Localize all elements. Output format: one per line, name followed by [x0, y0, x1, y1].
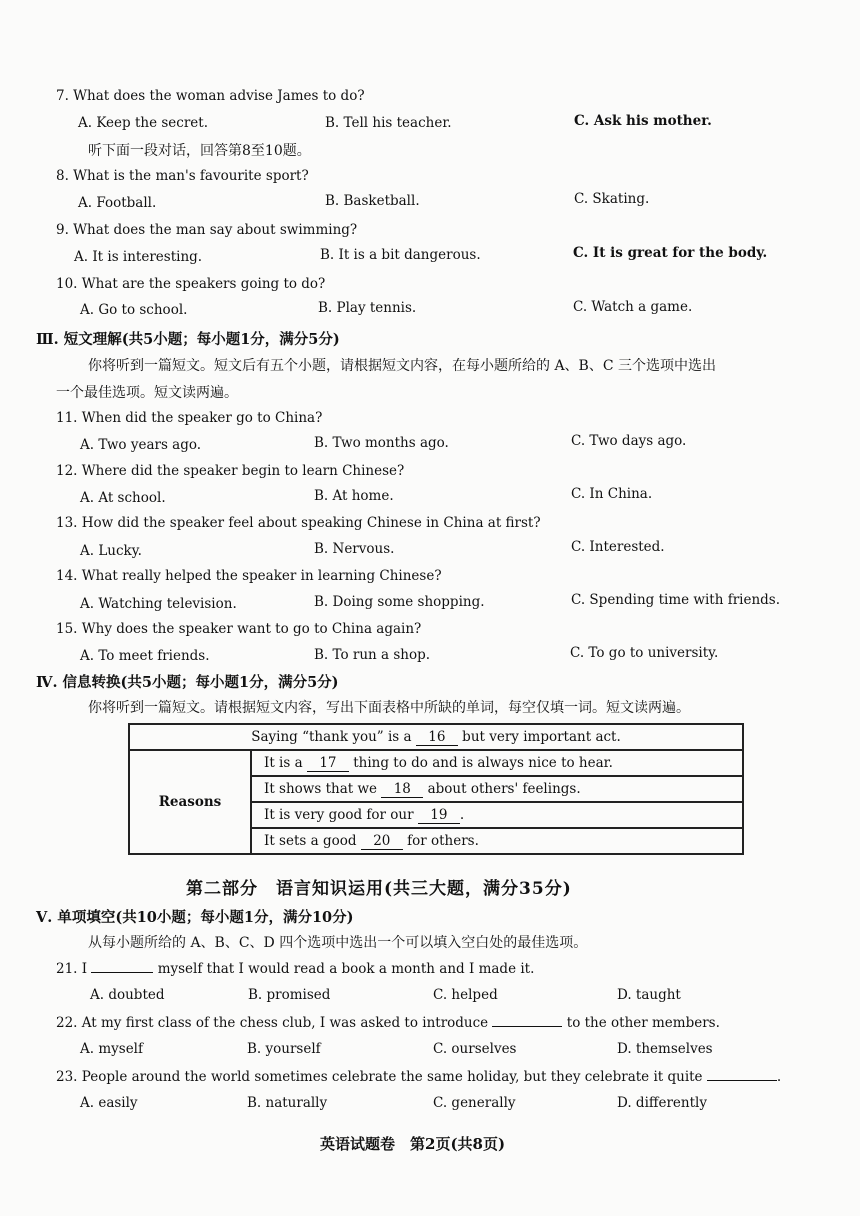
- q7-option-b: B. Tell his teacher.: [325, 115, 452, 131]
- info-table: [128, 723, 744, 855]
- q8-option-c: C. Skating.: [574, 191, 650, 207]
- q15-option-a: A. To meet friends.: [80, 648, 210, 664]
- question-7: 7. What does the woman advise James to do?: [56, 88, 365, 104]
- section-5-title: Ⅴ. 单项填空(共10小题；每小题1分，满分10分): [36, 909, 354, 926]
- question-8: 8. What is the man's favourite sport?: [56, 168, 309, 184]
- q11-option-c: C. Two days ago.: [571, 433, 687, 449]
- reason-row-18: It shows that we 18 about others' feelings.: [251, 776, 743, 802]
- part-2-title: 第二部分 语言知识运用(共三大题，满分35分): [186, 879, 572, 899]
- q13-option-c: C. Interested.: [571, 539, 665, 555]
- instruction-8-10: 听下面一段对话，回答第8至10题。: [88, 143, 311, 159]
- q12-option-a: A. At school.: [80, 490, 166, 506]
- q12-option-b: B. At home.: [314, 488, 394, 504]
- question-21: 21. I myself that I would read a book a month and I made it.: [56, 961, 535, 977]
- section-3-title: Ⅲ. 短文理解(共5小题；每小题1分，满分5分): [36, 331, 340, 348]
- info-table-top-row: [129, 724, 743, 750]
- page-footer: 英语试题卷 第2页(共8页): [320, 1135, 506, 1153]
- q21-option-a: A. doubted: [90, 987, 165, 1003]
- section-4-title: Ⅳ. 信息转换(共5小题；每小题1分，满分5分): [36, 674, 339, 691]
- question-10: 10. What are the speakers going to do?: [56, 276, 326, 292]
- q22-option-d: D. themselves: [617, 1041, 713, 1057]
- q12-option-c: C. In China.: [571, 486, 653, 502]
- q23-option-a: A. easily: [80, 1095, 138, 1111]
- q14-option-b: B. Doing some shopping.: [314, 594, 485, 610]
- q21-option-c: C. helped: [433, 987, 498, 1003]
- reason-row-19: It is very good for our 19 .: [251, 802, 743, 828]
- q8-option-a: A. Football.: [78, 195, 157, 211]
- question-22: 22. At my first class of the chess club, I was asked to introduce to the other members.: [56, 1015, 720, 1031]
- reasons-label: Reasons: [129, 750, 251, 854]
- q15-option-b: B. To run a shop.: [314, 647, 431, 663]
- blank-20: 20: [361, 833, 403, 850]
- q21-option-d: D. taught: [617, 987, 681, 1003]
- q10-option-c: C. Watch a game.: [573, 299, 693, 315]
- q23-option-b: B. naturally: [247, 1095, 328, 1111]
- q14-option-a: A. Watching television.: [80, 596, 237, 612]
- q9-option-b: B. It is a bit dangerous.: [320, 247, 481, 263]
- q10-option-a: A. Go to school.: [80, 302, 188, 318]
- q7-option-a: A. Keep the secret.: [78, 115, 209, 131]
- top-row-post: but very important act.: [462, 728, 621, 745]
- blank-18: 18: [381, 781, 423, 798]
- q14-option-c: C. Spending time with friends.: [571, 592, 781, 608]
- top-row-pre: Saying “thank you” is a: [251, 728, 412, 745]
- section-3-instruction-line1: 你将听到一篇短文。短文后有五个小题，请根据短文内容，在每小题所给的 A、B、C 三个选项中选出: [88, 358, 717, 374]
- blank-16: 16: [416, 729, 458, 746]
- q11-option-b: B. Two months ago.: [314, 435, 449, 451]
- q22-option-a: A. myself: [80, 1041, 143, 1057]
- blank-19: 19: [418, 807, 460, 824]
- reason-row-17: It is a 17 thing to do and is always nice to hear.: [251, 750, 743, 776]
- q15-option-c: C. To go to university.: [570, 645, 719, 661]
- q9-option-a: A. It is interesting.: [74, 249, 203, 265]
- section-3-instruction-line2: 一个最佳选项。短文读两遍。: [56, 385, 238, 401]
- question-11: 11. When did the speaker go to China?: [56, 410, 323, 426]
- q7-option-c: C. Ask his mother.: [574, 113, 712, 129]
- q9-option-c: C. It is great for the body.: [573, 245, 768, 261]
- section-4-instruction: 你将听到一篇短文。请根据短文内容，写出下面表格中所缺的单词，每空仅填一词。短文读两遍。: [88, 700, 690, 716]
- q8-option-b: B. Basketball.: [325, 193, 420, 209]
- question-15: 15. Why does the speaker want to go to China again?: [56, 621, 422, 637]
- q13-option-b: B. Nervous.: [314, 541, 395, 557]
- question-23: 23. People around the world sometimes celebrate the same holiday, but they celebrate it quite .: [56, 1069, 782, 1085]
- q22-option-c: C. ourselves: [433, 1041, 517, 1057]
- q23-option-d: D. differently: [617, 1095, 707, 1111]
- blank-17: 17: [307, 755, 349, 772]
- q11-option-a: A. Two years ago.: [80, 437, 202, 453]
- q22-option-b: B. yourself: [247, 1041, 321, 1057]
- question-14: 14. What really helped the speaker in learning Chinese?: [56, 568, 442, 584]
- reason-row-20: It sets a good 20 for others.: [251, 828, 743, 854]
- q23-option-c: C. generally: [433, 1095, 516, 1111]
- q21-option-b: B. promised: [248, 987, 331, 1003]
- q13-option-a: A. Lucky.: [80, 543, 142, 559]
- q10-option-b: B. Play tennis.: [318, 300, 417, 316]
- question-13: 13. How did the speaker feel about speaking Chinese in China at first?: [56, 515, 541, 531]
- question-12: 12. Where did the speaker begin to learn Chinese?: [56, 463, 405, 479]
- section-5-instruction: 从每小题所给的 A、B、C、D 四个选项中选出一个可以填入空白处的最佳选项。: [88, 935, 588, 951]
- question-9: 9. What does the man say about swimming?: [56, 222, 358, 238]
